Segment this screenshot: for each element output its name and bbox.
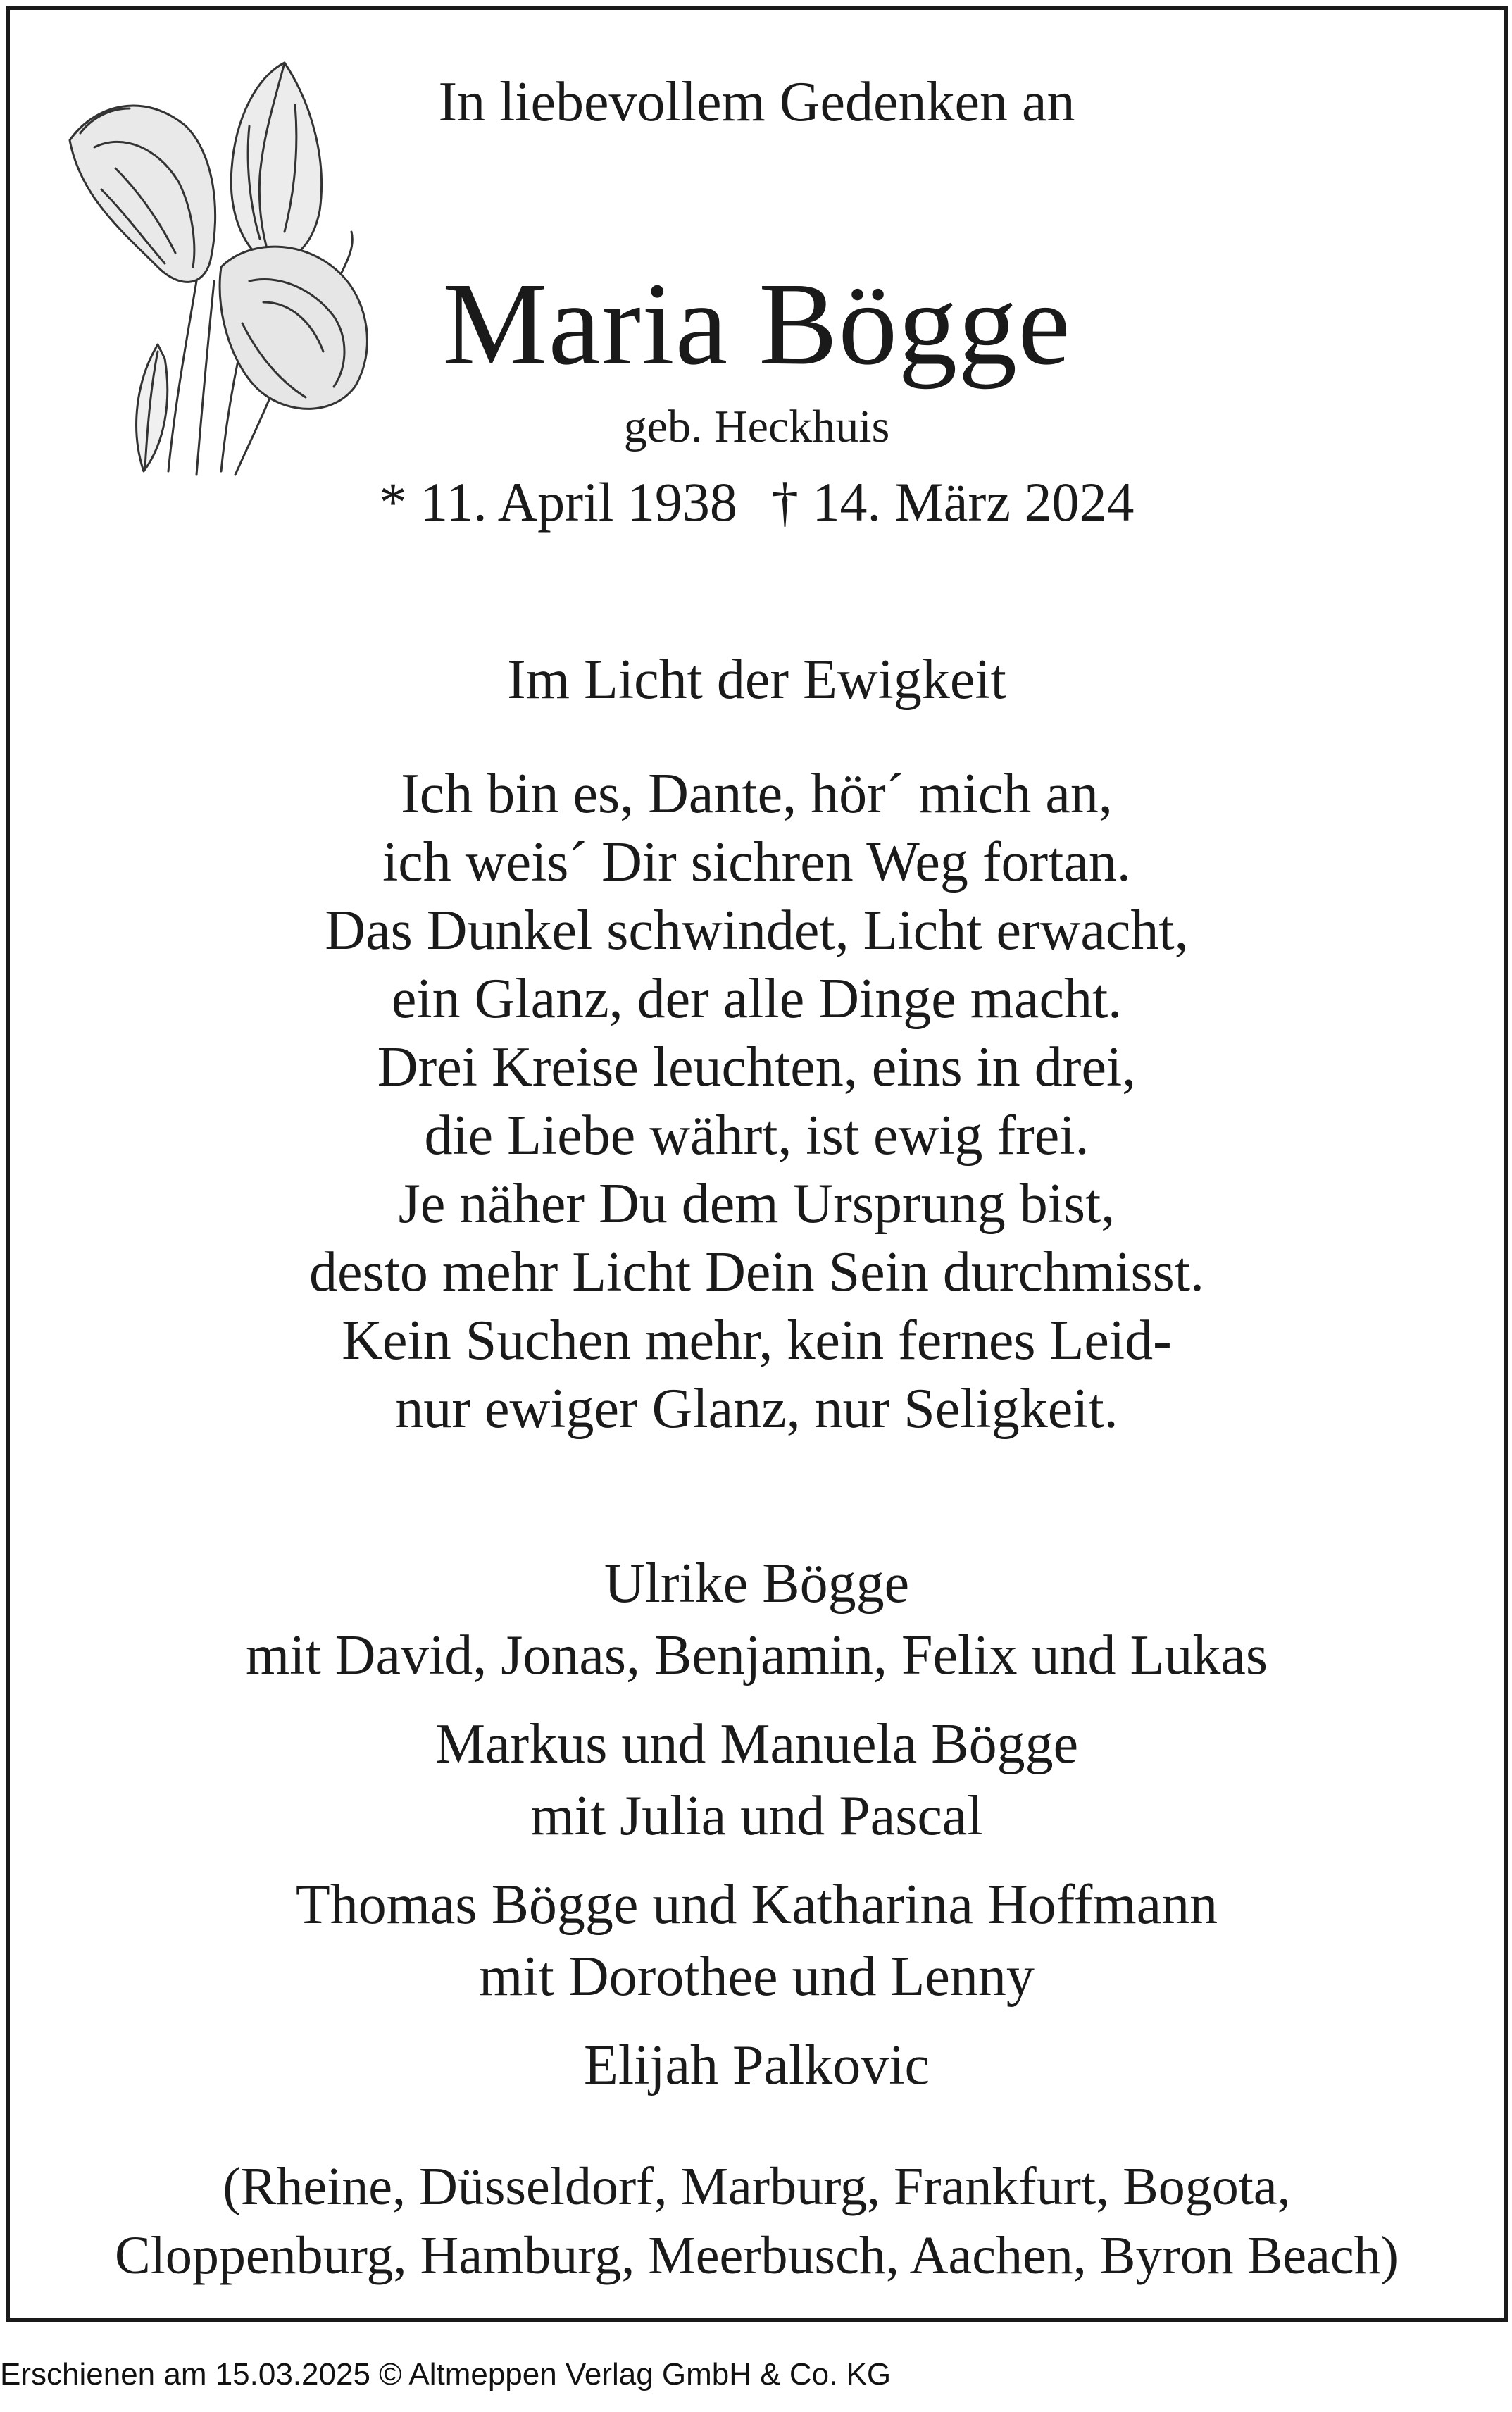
poem-line: Drei Kreise leuchten, eins in drei, — [377, 1036, 1137, 1098]
poem-line: nur ewiger Glanz, nur Seligkeit. — [395, 1378, 1118, 1440]
poem-line: desto mehr Licht Dein Sein durchmisst. — [309, 1241, 1204, 1303]
mourner-line: mit Julia und Pascal — [530, 1785, 983, 1847]
mourner-line: Markus und Manuela Bögge — [435, 1713, 1079, 1775]
death-date: † 14. März 2024 — [770, 471, 1135, 533]
intro-text: In liebevollem Gedenken an — [438, 71, 1075, 133]
mourner-line: Thomas Bögge und Katharina Hoffmann — [295, 1874, 1218, 1936]
publication-footer: Erschienen am 15.03.2025 © Altmeppen Verlag GmbH & Co. KG — [0, 2357, 892, 2392]
deceased-name: Maria Bögge — [442, 259, 1071, 390]
places-line: (Rheine, Düsseldorf, Marburg, Frankfurt, Bogota, — [223, 2157, 1291, 2216]
mourner-group — [10, 1869, 1504, 2013]
poem — [10, 760, 1504, 1443]
birth-name: geb. Heckhuis — [623, 401, 890, 452]
mourner-line: mit Dorothee und Lenny — [479, 1946, 1035, 2008]
mourner-group — [10, 2029, 1504, 2101]
mourner-group — [10, 1708, 1504, 1852]
poem-line: ich weis´ Dir sichren Weg fortan. — [382, 831, 1131, 893]
mourner-line: mit David, Jonas, Benjamin, Felix und Lukas — [246, 1624, 1268, 1686]
poem-title: Im Licht der Ewigkeit — [507, 649, 1006, 711]
places — [10, 2152, 1504, 2290]
mourners — [10, 1548, 1504, 2118]
mourner-line: Elijah Palkovic — [583, 2034, 930, 2096]
mourner-line: Ulrike Bögge — [604, 1553, 910, 1615]
poem-line: Je näher Du dem Ursprung bist, — [398, 1173, 1116, 1235]
obituary-card — [6, 6, 1508, 2322]
mourner-group — [10, 1548, 1504, 1691]
poem-line: ein Glanz, der alle Dinge macht. — [391, 968, 1123, 1030]
poem-line: Das Dunkel schwindet, Licht erwacht, — [325, 900, 1189, 962]
poem-line: die Liebe währt, ist ewig frei. — [424, 1105, 1089, 1167]
birth-date: * 11. April 1938 — [379, 471, 737, 533]
places-line: Cloppenburg, Hamburg, Meerbusch, Aachen, Byron Beach) — [115, 2226, 1399, 2285]
life-dates — [10, 471, 1504, 534]
poem-line: Ich bin es, Dante, hör´ mich an, — [401, 763, 1113, 825]
poem-line: Kein Suchen mehr, kein fernes Leid- — [342, 1310, 1172, 1372]
